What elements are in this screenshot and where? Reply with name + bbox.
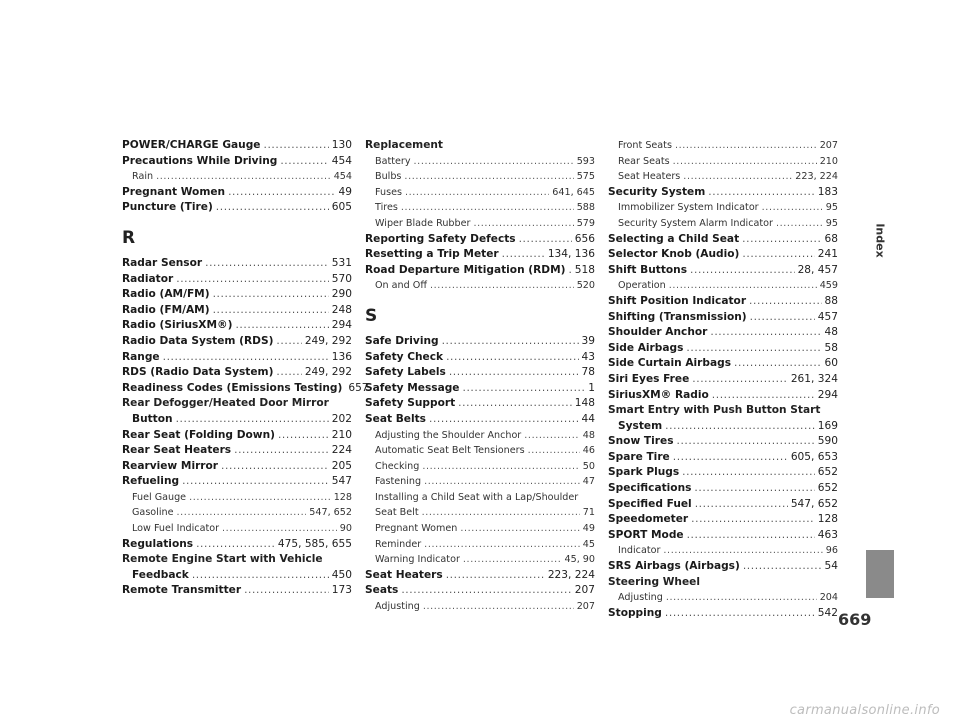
index-entry[interactable]: Side Airbags ..... 58 bbox=[608, 341, 838, 357]
index-column-1 bbox=[122, 138, 369, 599]
thumb-tab-marker bbox=[866, 550, 894, 598]
index-entry[interactable]: Pregnant Women ..... 49 bbox=[122, 185, 352, 201]
index-entry[interactable]: Radio (AM/FM) ..... 290 bbox=[122, 287, 352, 303]
index-entry[interactable]: SPORT Mode ..... 463 bbox=[608, 528, 838, 544]
index-entry[interactable]: SRS Airbags (Airbags) ..... 54 bbox=[608, 559, 838, 575]
index-entry[interactable]: Resetting a Trip Meter ..... 134, 136 bbox=[365, 247, 595, 263]
index-subentry[interactable]: Adjusting ..... 204 bbox=[608, 590, 838, 606]
index-entry[interactable]: Range ..... 136 bbox=[122, 350, 352, 366]
index-entry[interactable]: Spark Plugs ..... 652 bbox=[608, 465, 838, 481]
index-subentry[interactable]: Pregnant Women ..... 49 bbox=[365, 521, 595, 537]
index-subentry[interactable]: Fuel Gauge ..... 128 bbox=[122, 490, 352, 506]
index-subentry[interactable]: Low Fuel Indicator ..... 90 bbox=[122, 521, 352, 537]
index-subentry[interactable]: Automatic Seat Belt Tensioners ..... 46 bbox=[365, 443, 595, 459]
index-subentry[interactable]: Reminder ..... 45 bbox=[365, 537, 595, 553]
index-entry[interactable]: Road Departure Mitigation (RDM) ..... 518 bbox=[365, 263, 595, 279]
index-entry[interactable]: Rear Seat Heaters ..... 224 bbox=[122, 443, 352, 459]
index-subentry[interactable]: Wiper Blade Rubber ..... 579 bbox=[365, 216, 595, 232]
index-entry[interactable]: Radiator ..... 570 bbox=[122, 272, 352, 288]
index-subentry[interactable]: Battery ..... 593 bbox=[365, 154, 595, 170]
index-side-tab[interactable] bbox=[866, 180, 894, 300]
index-entry[interactable]: Button ..... 202 bbox=[122, 412, 352, 428]
index-subentry[interactable]: Indicator ..... 96 bbox=[608, 543, 838, 559]
index-subentry[interactable]: Security System Alarm Indicator ..... 95 bbox=[608, 216, 838, 232]
index-subentry[interactable]: Tires ..... 588 bbox=[365, 200, 595, 216]
index-subentry[interactable]: Gasoline ..... 547, 652 bbox=[122, 505, 352, 521]
index-entry[interactable]: Shoulder Anchor ..... 48 bbox=[608, 325, 838, 341]
index-subentry[interactable]: Rear Seats ..... 210 bbox=[608, 154, 838, 170]
index-entry[interactable]: Radio (SiriusXM®) ..... 294 bbox=[122, 318, 352, 334]
index-entry[interactable]: Stopping ..... 542 bbox=[608, 606, 838, 622]
index-entry-heading: Replacement bbox=[365, 139, 443, 151]
index-subentry[interactable]: Adjusting the Shoulder Anchor ..... 48 bbox=[365, 428, 595, 444]
index-entry[interactable]: System ..... 169 bbox=[608, 419, 838, 435]
index-subentry[interactable]: Checking ..... 50 bbox=[365, 459, 595, 475]
index-entry[interactable]: Shift Position Indicator ..... 88 bbox=[608, 294, 838, 310]
index-entry[interactable]: Speedometer ..... 128 bbox=[608, 512, 838, 528]
index-entry[interactable]: Refueling ..... 547 bbox=[122, 474, 352, 490]
index-entry[interactable]: Safe Driving ..... 39 bbox=[365, 334, 595, 350]
index-entry[interactable]: Radio Data System (RDS) ..... 249, 292 bbox=[122, 334, 352, 350]
index-entry[interactable]: Precautions While Driving ..... 454 bbox=[122, 154, 352, 170]
index-entry[interactable]: Regulations ..... 475, 585, 655 bbox=[122, 537, 352, 553]
section-letter-heading: S bbox=[365, 305, 378, 326]
section-letter-heading: R bbox=[122, 227, 136, 248]
index-entry[interactable]: Readiness Codes (Emissions Testing) 657 bbox=[122, 381, 369, 394]
index-entry[interactable]: Selector Knob (Audio) ..... 241 bbox=[608, 247, 838, 263]
index-column-3 bbox=[608, 138, 838, 621]
index-entry[interactable]: Spare Tire ..... 605, 653 bbox=[608, 450, 838, 466]
index-column-2 bbox=[365, 138, 595, 615]
index-subentry[interactable]: Front Seats ..... 207 bbox=[608, 138, 838, 154]
index-entry[interactable]: Side Curtain Airbags ..... 60 bbox=[608, 356, 838, 372]
index-entry[interactable]: RDS (Radio Data System) ..... 249, 292 bbox=[122, 365, 352, 381]
index-entry[interactable]: Reporting Safety Defects ..... 656 bbox=[365, 232, 595, 248]
index-subentry[interactable]: Immobilizer System Indicator ..... 95 bbox=[608, 200, 838, 216]
index-entry[interactable]: Seat Belts ..... 44 bbox=[365, 412, 595, 428]
index-entry[interactable]: Security System ..... 183 bbox=[608, 185, 838, 201]
index-entry[interactable]: Rearview Mirror ..... 205 bbox=[122, 459, 352, 475]
index-entry[interactable]: Safety Message ..... 1 bbox=[365, 381, 595, 397]
index-entry[interactable]: Feedback ..... 450 bbox=[122, 568, 352, 584]
index-entry[interactable]: Puncture (Tire) ..... 605 bbox=[122, 200, 352, 216]
index-entry-first-line: Remote Engine Start with Vehicle bbox=[122, 553, 323, 566]
index-subentry[interactable]: Operation ..... 459 bbox=[608, 278, 838, 294]
index-entry-first-line: Rear Defogger/Heated Door Mirror bbox=[122, 397, 329, 410]
index-entry[interactable]: Selecting a Child Seat ..... 68 bbox=[608, 232, 838, 248]
index-entry[interactable]: Radio (FM/AM) ..... 248 bbox=[122, 303, 352, 319]
index-entry[interactable]: Siri Eyes Free ..... 261, 324 bbox=[608, 372, 838, 388]
index-entry[interactable]: Specified Fuel ..... 547, 652 bbox=[608, 497, 838, 513]
index-subentry[interactable]: Seat Heaters ..... 223, 224 bbox=[608, 169, 838, 185]
index-subentry[interactable]: Fastening ..... 47 bbox=[365, 474, 595, 490]
page-number: 669 bbox=[838, 610, 872, 629]
index-entry[interactable]: Shift Buttons ..... 28, 457 bbox=[608, 263, 838, 279]
index-entry[interactable]: Shifting (Transmission) ..... 457 bbox=[608, 310, 838, 326]
index-entry[interactable]: SiriusXM® Radio ..... 294 bbox=[608, 388, 838, 404]
index-subentry[interactable]: On and Off ..... 520 bbox=[365, 278, 595, 294]
index-entry[interactable]: Seat Heaters ..... 223, 224 bbox=[365, 568, 595, 584]
index-entry-heading: Steering Wheel bbox=[608, 575, 700, 588]
index-subentry[interactable]: Fuses ..... 641, 645 bbox=[365, 185, 595, 201]
index-entry[interactable]: Seats ..... 207 bbox=[365, 583, 595, 599]
index-entry[interactable]: Snow Tires ..... 590 bbox=[608, 434, 838, 450]
index-subentry[interactable]: Seat Belt ..... 71 bbox=[365, 505, 595, 521]
side-tab-label: Index bbox=[873, 222, 887, 258]
index-entry[interactable]: Remote Transmitter ..... 173 bbox=[122, 583, 352, 599]
index-subentry-first-line: Installing a Child Seat with a Lap/Shoulder bbox=[375, 491, 579, 503]
watermark: carmanualsonline.info bbox=[789, 703, 940, 718]
index-entry[interactable]: Radar Sensor ..... 531 bbox=[122, 256, 352, 272]
index-entry-first-line: Smart Entry with Push Button Start bbox=[608, 404, 821, 417]
index-entry[interactable]: Safety Labels ..... 78 bbox=[365, 365, 595, 381]
index-subentry[interactable]: Rain ..... 454 bbox=[122, 169, 352, 185]
index-entry[interactable]: Safety Support ..... 148 bbox=[365, 396, 595, 412]
index-entry[interactable]: Rear Seat (Folding Down) ..... 210 bbox=[122, 428, 352, 444]
index-entry[interactable]: POWER/CHARGE Gauge ..... 130 bbox=[122, 138, 352, 154]
index-entry[interactable]: Safety Check ..... 43 bbox=[365, 350, 595, 366]
index-subentry[interactable]: Adjusting ..... 207 bbox=[365, 599, 595, 615]
index-entry[interactable]: Specifications ..... 652 bbox=[608, 481, 838, 497]
index-subentry[interactable]: Warning Indicator ..... 45, 90 bbox=[365, 552, 595, 568]
index-subentry[interactable]: Bulbs ..... 575 bbox=[365, 169, 595, 185]
